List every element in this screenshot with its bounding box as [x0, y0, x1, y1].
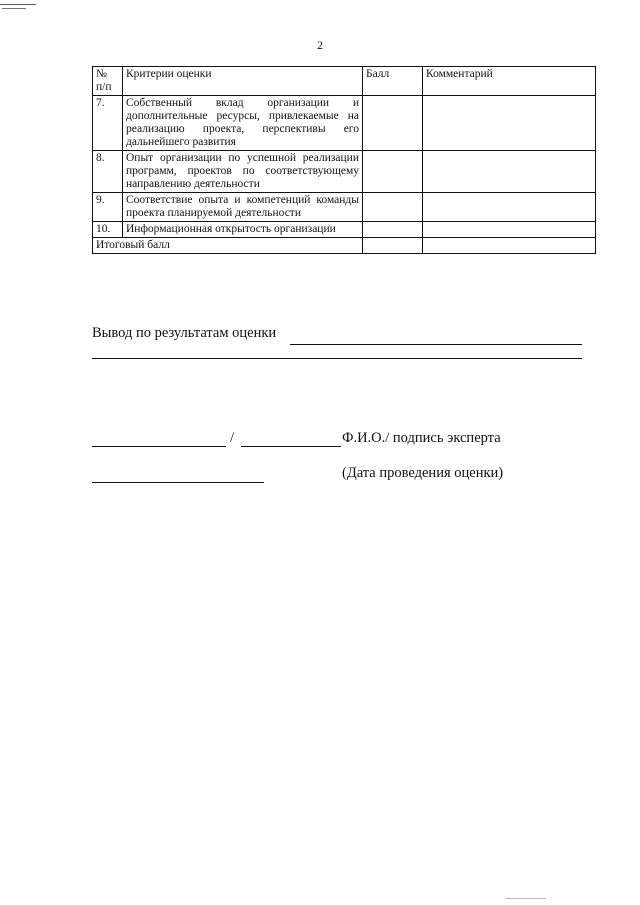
criteria-text: Опыт организации по успешной реализации программ, проектов по соответствующему направлению деятельности [126, 152, 359, 190]
evaluation-table [92, 66, 596, 254]
conclusion-underline [290, 344, 582, 345]
header-num: № п/п [93, 67, 123, 96]
conclusion-underline [92, 358, 582, 359]
total-row [93, 238, 596, 254]
criteria-text: Информационная открытость организации [126, 223, 336, 235]
row-comment [423, 96, 596, 151]
row-score [363, 151, 423, 193]
row-criteria [123, 193, 363, 222]
table-row [93, 222, 596, 238]
row-score [363, 193, 423, 222]
signature-slash: / [230, 430, 235, 446]
scan-corner-mark [0, 4, 36, 5]
header-comment: Комментарий [423, 67, 596, 96]
row-comment [423, 151, 596, 193]
signature-underline [241, 446, 341, 447]
table-header-row [93, 67, 596, 96]
signature-label: Ф.И.О./ подпись эксперта [342, 430, 501, 446]
table-row [93, 96, 596, 151]
table-row [93, 193, 596, 222]
row-score [363, 222, 423, 238]
total-score [363, 238, 423, 254]
row-criteria [123, 151, 363, 193]
date-label: (Дата проведения оценки) [342, 465, 504, 481]
scan-bottom-mark [506, 898, 546, 899]
criteria-text: Собственный вклад организации и дополнительные ресурсы, привлекаемые на реализацию проекта, перспективы его дальнейшего развития [126, 97, 359, 148]
row-num: 7. [93, 96, 123, 151]
row-criteria [123, 96, 363, 151]
conclusion-label: Вывод по результатам оценки [92, 325, 277, 341]
date-underline [92, 482, 264, 483]
row-num: 10. [93, 222, 123, 238]
header-score: Балл [363, 67, 423, 96]
criteria-text: Соответствие опыта и компетенций команды проекта планируемой деятельности [126, 194, 359, 219]
row-num: 9. [93, 193, 123, 222]
total-comment [423, 238, 596, 254]
table-row [93, 151, 596, 193]
row-score [363, 96, 423, 151]
header-criteria: Критерии оценки [123, 67, 363, 96]
total-label: Итоговый балл [93, 238, 363, 254]
row-criteria [123, 222, 363, 238]
row-comment [423, 193, 596, 222]
row-comment [423, 222, 596, 238]
page-number: 2 [317, 38, 323, 52]
signature-underline [92, 446, 226, 447]
scan-corner-mark [2, 8, 26, 9]
row-num: 8. [93, 151, 123, 193]
